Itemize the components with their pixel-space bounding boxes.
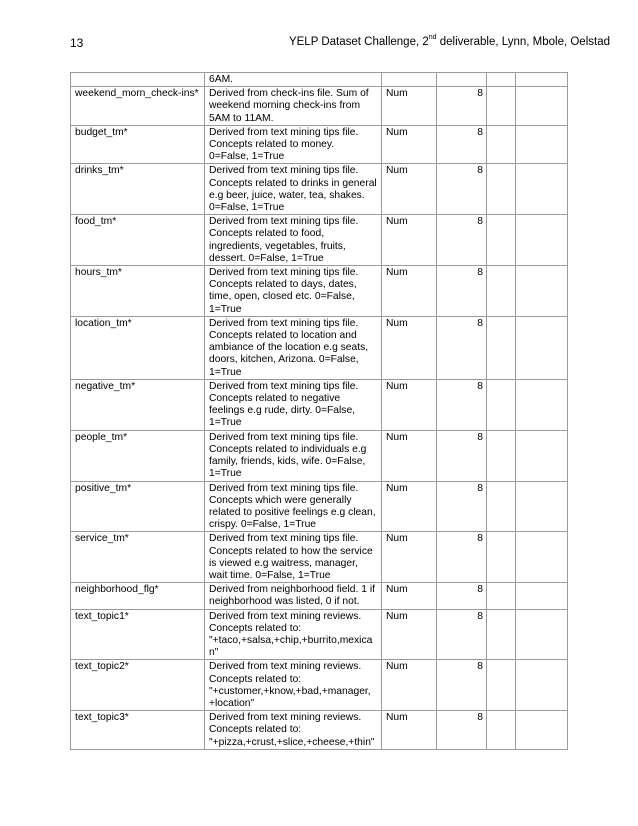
- length-cell: 8: [437, 164, 487, 215]
- variable-name-cell: hours_tm*: [71, 266, 205, 317]
- empty-cell: [516, 532, 568, 583]
- description-line: +location": [209, 697, 255, 709]
- variable-name-cell: food_tm*: [71, 215, 205, 266]
- description-line: Derived from text mining tips file.: [209, 431, 359, 443]
- table-row: [71, 316, 568, 379]
- empty-cell: [516, 215, 568, 266]
- variable-name-cell: text_topic3*: [71, 711, 205, 750]
- empty-cell: [487, 215, 516, 266]
- type-cell: Num: [382, 583, 437, 609]
- description-line: e.g beer, juice, water, tea, shakes.: [209, 189, 365, 201]
- type-cell: Num: [382, 609, 437, 660]
- description-cell: [205, 164, 382, 215]
- variable-name-cell: [71, 73, 205, 87]
- description-line: Derived from text mining tips file.: [209, 165, 359, 177]
- description-line: n": [209, 647, 219, 659]
- description-line: family, friends, kids, wife. 0=False,: [209, 456, 366, 468]
- length-cell: 8: [437, 430, 487, 481]
- description-cell: [205, 609, 382, 660]
- description-line: weekend morning check-ins from: [209, 100, 361, 112]
- description-line: 1=True: [209, 366, 242, 378]
- running-title-authors: deliverable, Lynn, Mbole, Oelstad: [436, 36, 610, 48]
- empty-cell: [516, 583, 568, 609]
- empty-cell: [516, 660, 568, 711]
- type-cell: Num: [382, 87, 437, 126]
- description-line: Derived from text mining tips file.: [209, 533, 359, 545]
- empty-cell: [516, 316, 568, 379]
- description-line: 0=False, 1=True: [209, 151, 285, 163]
- description-cell: [205, 215, 382, 266]
- description-line: doors, kitchen, Arizona. 0=False,: [209, 354, 359, 366]
- type-cell: [382, 73, 437, 87]
- empty-cell: [516, 481, 568, 532]
- length-cell: 8: [437, 583, 487, 609]
- description-line: wait time. 0=False, 1=True: [209, 569, 331, 581]
- description-line: Derived from text mining tips file.: [209, 216, 359, 228]
- empty-cell: [487, 481, 516, 532]
- length-cell: 8: [437, 609, 487, 660]
- empty-cell: [516, 125, 568, 164]
- description-cell: [205, 125, 382, 164]
- description-line: Concepts related to food,: [209, 228, 325, 240]
- empty-cell: [487, 316, 516, 379]
- description-cell: [205, 379, 382, 430]
- type-cell: Num: [382, 481, 437, 532]
- description-line: Derived from text mining tips file.: [209, 126, 359, 138]
- type-cell: Num: [382, 125, 437, 164]
- type-cell: Num: [382, 266, 437, 317]
- table-row: [71, 532, 568, 583]
- length-cell: 8: [437, 711, 487, 750]
- variable-name-cell: service_tm*: [71, 532, 205, 583]
- table-row: [71, 215, 568, 266]
- description-line: Derived from text mining reviews.: [209, 661, 362, 673]
- description-line: Concepts related to:: [209, 622, 302, 634]
- empty-cell: [487, 125, 516, 164]
- table-row: [71, 711, 568, 750]
- type-cell: Num: [382, 379, 437, 430]
- description-line: Concepts related to negative: [209, 393, 341, 405]
- description-line: is viewed e.g waitress, manager,: [209, 557, 358, 569]
- length-cell: 8: [437, 379, 487, 430]
- running-header: [289, 36, 610, 48]
- length-cell: 8: [437, 215, 487, 266]
- empty-cell: [487, 532, 516, 583]
- length-cell: 8: [437, 532, 487, 583]
- length-cell: 8: [437, 87, 487, 126]
- empty-cell: [516, 379, 568, 430]
- empty-cell: [487, 660, 516, 711]
- type-cell: Num: [382, 532, 437, 583]
- type-cell: Num: [382, 660, 437, 711]
- description-cell: [205, 316, 382, 379]
- table-row: [71, 125, 568, 164]
- empty-cell: [487, 430, 516, 481]
- variable-name-cell: weekend_morn_check-ins*: [71, 87, 205, 126]
- empty-cell: [487, 164, 516, 215]
- empty-cell: [487, 266, 516, 317]
- description-line: Derived from text mining tips file.: [209, 317, 359, 329]
- description-line: ambiance of the location e.g seats,: [209, 342, 369, 354]
- variable-name-cell: location_tm*: [71, 316, 205, 379]
- length-cell: 8: [437, 266, 487, 317]
- length-cell: 8: [437, 660, 487, 711]
- description-cell: [205, 430, 382, 481]
- variable-name-cell: positive_tm*: [71, 481, 205, 532]
- description-line: Derived from text mining tips file.: [209, 380, 359, 392]
- description-line: time, open, closed etc. 0=False,: [209, 291, 355, 303]
- type-cell: Num: [382, 711, 437, 750]
- description-line: Concepts which were generally: [209, 494, 352, 506]
- variable-name-cell: negative_tm*: [71, 379, 205, 430]
- variable-name-cell: budget_tm*: [71, 125, 205, 164]
- empty-cell: [487, 583, 516, 609]
- variable-name-cell: text_topic1*: [71, 609, 205, 660]
- description-cell: [205, 87, 382, 126]
- description-line: Derived from neighborhood field. 1 if: [209, 584, 375, 596]
- description-line: "+pizza,+crust,+slice,+cheese,+thin": [209, 736, 375, 748]
- length-cell: 8: [437, 125, 487, 164]
- empty-cell: [516, 87, 568, 126]
- empty-cell: [516, 430, 568, 481]
- description-line: neighborhood was listed, 0 if not.: [209, 596, 360, 608]
- description-cell: [205, 711, 382, 750]
- description-line: Derived from text mining reviews.: [209, 610, 362, 622]
- description-line: 0=False, 1=True: [209, 202, 285, 214]
- type-cell: Num: [382, 215, 437, 266]
- variable-name-cell: neighborhood_flg*: [71, 583, 205, 609]
- empty-cell: [516, 266, 568, 317]
- description-line: Concepts related to days, dates,: [209, 279, 357, 291]
- length-cell: 8: [437, 316, 487, 379]
- description-line: related to positive feelings e.g clean,: [209, 506, 376, 518]
- description-cell: [205, 583, 382, 609]
- description-line: Concepts related to money.: [209, 139, 335, 151]
- description-line: Derived from text mining reviews.: [209, 712, 362, 724]
- description-cell: [205, 660, 382, 711]
- description-line: Concepts related to location and: [209, 330, 357, 342]
- description-line: 5AM to 11AM.: [209, 112, 274, 124]
- description-line: Derived from text mining tips file.: [209, 482, 359, 494]
- description-line: "+taco,+salsa,+chip,+burrito,mexica: [209, 634, 373, 646]
- description-line: Concepts related to drinks in general: [209, 177, 377, 189]
- description-line: ingredients, vegetables, fruits,: [209, 240, 346, 252]
- description-line: crispy. 0=False, 1=True: [209, 519, 317, 531]
- empty-cell: [516, 164, 568, 215]
- running-title-superscript: nd: [428, 34, 437, 42]
- empty-cell: [487, 73, 516, 87]
- type-cell: Num: [382, 430, 437, 481]
- description-cell: [205, 73, 382, 87]
- running-title-main: YELP Dataset Challenge, 2: [288, 36, 429, 48]
- description-line: Derived from check-ins file. Sum of: [209, 88, 369, 100]
- description-line: 1=True: [209, 468, 242, 480]
- description-line: 1=True: [209, 303, 242, 315]
- type-cell: Num: [382, 316, 437, 379]
- table-row: [71, 266, 568, 317]
- variable-name-cell: drinks_tm*: [71, 164, 205, 215]
- table-row: [71, 379, 568, 430]
- table-row: [71, 73, 568, 87]
- description-line: Derived from text mining tips file.: [209, 267, 359, 279]
- length-cell: [437, 73, 487, 87]
- variable-name-cell: text_topic2*: [71, 660, 205, 711]
- description-cell: [205, 266, 382, 317]
- empty-cell: [487, 379, 516, 430]
- table-row: [71, 481, 568, 532]
- description-line: "+customer,+know,+bad,+manager,: [209, 685, 371, 697]
- table-body: [71, 73, 568, 750]
- description-line: Concepts related to:: [209, 673, 302, 685]
- description-line: dessert. 0=False, 1=True: [209, 252, 324, 264]
- description-line: 6AM.: [209, 74, 234, 85]
- empty-cell: [516, 609, 568, 660]
- table-row: [71, 164, 568, 215]
- variable-name-cell: people_tm*: [71, 430, 205, 481]
- table-row: [71, 583, 568, 609]
- empty-cell: [487, 609, 516, 660]
- empty-cell: [487, 711, 516, 750]
- table-row: [71, 660, 568, 711]
- description-line: feelings e.g rude, dirty. 0=False,: [209, 405, 356, 417]
- table-row: [71, 87, 568, 126]
- length-cell: 8: [437, 481, 487, 532]
- table-row: [71, 609, 568, 660]
- variable-definition-table: [70, 72, 568, 750]
- type-cell: Num: [382, 164, 437, 215]
- description-line: 1=True: [209, 417, 242, 429]
- empty-cell: [516, 711, 568, 750]
- page-number: 13: [70, 36, 84, 50]
- empty-cell: [516, 73, 568, 87]
- description-cell: [205, 481, 382, 532]
- description-line: Concepts related to:: [209, 724, 302, 736]
- empty-cell: [487, 87, 516, 126]
- table-row: [71, 430, 568, 481]
- description-cell: [205, 532, 382, 583]
- description-line: Concepts related to how the service: [209, 545, 373, 557]
- description-line: Concepts related to individuals e.g: [209, 443, 367, 455]
